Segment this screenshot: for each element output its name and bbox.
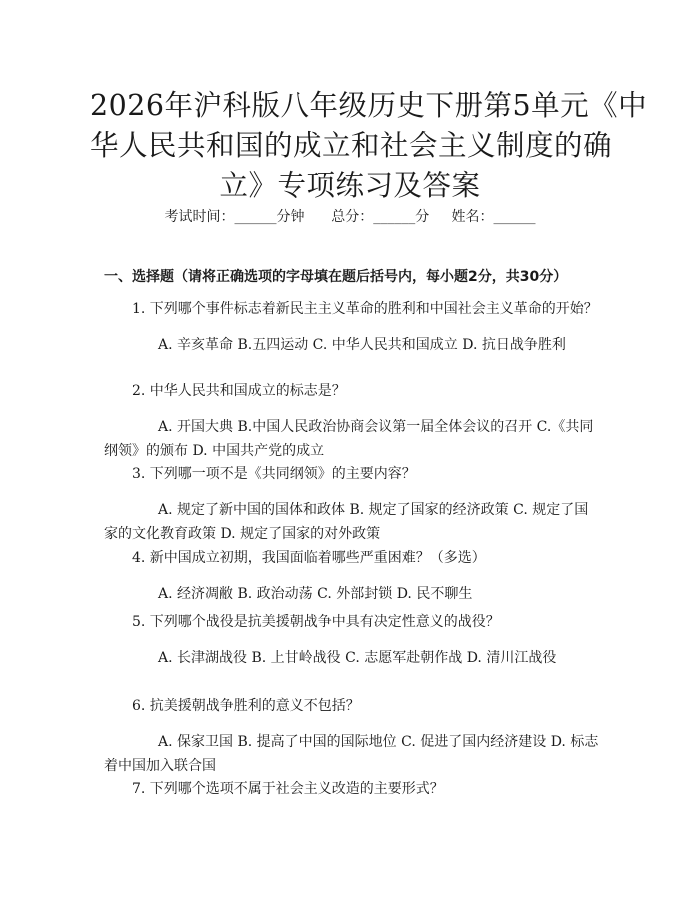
name-blank: ______ [493,209,536,225]
title-line: 立》专项练习及答案 [219,169,481,202]
option-d: D. 民不聊生 [396,586,473,602]
option-b: B. 政治动荡 [237,586,313,602]
question-options [104,498,600,546]
question-1 [104,297,600,357]
document-title [90,86,648,206]
time-blank: ______ [234,209,277,225]
option-c: C. 外部封锁 [317,586,393,602]
question-5 [104,610,600,670]
option-a: A. 经济凋敝 [158,586,234,602]
title-line: 华人民共和国的成立和社会主义制度的确 [90,129,613,162]
option-a: A. 保家卫国 [158,734,234,750]
option-b: B. 提高了中国的国际地位 [237,734,397,750]
question-6 [104,694,600,778]
option-b: B. 上甘岭战役 [251,650,341,666]
question-2 [104,379,600,463]
name-label: 姓名： [451,209,494,225]
exam-info-line [0,206,700,226]
option-d: D. 中国共产党的成立 [192,443,325,459]
option-d: D. 抗日战争胜利 [462,337,566,353]
title-line: 2026年沪科版八年级历史下册第5单元《中 [90,89,648,122]
question-stem: 4. 新中国成立初期，我国面临着哪些严重困难？（多选） [132,550,486,566]
time-label: 考试时间： [164,209,235,225]
option-d: D. 清川江战役 [466,650,557,666]
question-options [104,333,600,357]
question-options [104,730,600,778]
score-unit: 分 [415,209,430,225]
question-7 [104,777,600,801]
question-options [104,646,600,670]
question-stem: 7. 下列哪个选项不属于社会主义改造的主要形式？ [132,781,444,797]
option-c: C. 规定了国家的文化教育政策 [104,502,589,542]
option-a: A. 辛亥革命 [158,337,234,353]
option-a: A. 开国大典 [158,419,234,435]
option-b: B.五四运动 [237,337,309,353]
question-stem: 6. 抗美援朝战争胜利的意义不包括？ [132,698,360,714]
score-label: 总分： [331,209,374,225]
question-stem: 5. 下列哪个战役是抗美援朝战争中具有决定性意义的战役？ [132,614,500,630]
question-stem: 2. 中华人民共和国成立的标志是？ [132,383,346,399]
option-a: A. 规定了新中国的国体和政体 [158,502,346,518]
option-b: B.中国人民政治协商会议第一届全体会议的召开 [237,419,533,435]
option-b: B. 规定了国家的经济政策 [349,502,509,518]
option-c: C. 志愿军赴朝作战 [345,650,463,666]
option-c: C. 促进了国内经济建设 [401,734,547,750]
question-options [104,415,600,463]
option-c: C.《共同纲领》的颁布 [104,419,594,459]
question-4 [104,546,600,606]
score-blank: ______ [373,209,416,225]
option-c: C. 中华人民共和国成立 [312,337,458,353]
question-3 [104,462,600,546]
section-heading: 一、选择题（请将正确选项的字母填在题后括号内，每小题2分，共30分） [104,269,568,285]
question-stem: 3. 下列哪一项不是《共同纲领》的主要内容？ [132,466,416,482]
option-d: D. 标志着中国加入联合国 [104,734,599,774]
question-options [104,582,600,606]
option-a: A. 长津湖战役 [158,650,248,666]
option-d: D. 规定了国家的对外政策 [220,526,381,542]
time-unit: 分钟 [276,209,305,225]
question-stem: 1. 下列哪个事件标志着新民主主义革命的胜利和中国社会主义革命的开始？ [132,301,598,317]
